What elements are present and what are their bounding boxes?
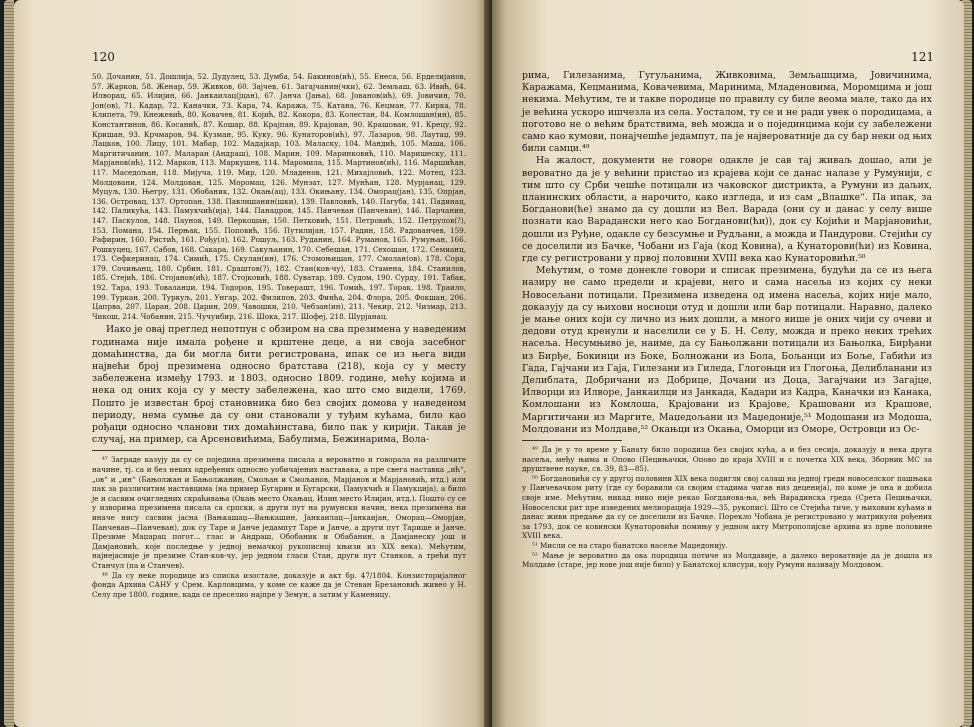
right-paragraph-2: На жалост, документи не говоре одакле је сав тај живаљ дошао, али је вероватно да је у већини пристао из крајева који се данас налазе у Румунији, с тим што су Срби чешће потицали из чаковског дистрикта, а Румуни из даљих, планинских области, а нарочито, како изгледа, и из сам „Влашке“. Па ипак, за Богданови(ће) знамо да су дошли из Вел. Варада (они су и данас у селу више познати као Варадански него као Богданови(ћи)), док су Којићи и Марјановићи, дошли из Руђне, одакле су безсумње и Рудљани, а можда и Пандурови. Стејићи су се доселили из Бачке, Чобани из Гаја (код Ковина), а Кунаторови(ћи) из Ковина, где су регистровани у првој половини XVIII века као Кунаторовићи.⁵⁰ xyxy=(522,155,932,265)
footnote-49: ⁴⁹ Да је у то време у Банату било породица без својих кућа, а и без сесија, доказују и нека друга насеља, међу њима и Опово (Пецињачки, Опово до краја XVIII и с почетка XIX века, Зборник МС за друштвене науке, св. 39, 83—85). xyxy=(522,445,932,474)
footnote-rule xyxy=(522,440,622,441)
right-page-body xyxy=(522,70,932,570)
right-page-number: 121 xyxy=(911,50,934,64)
right-page xyxy=(492,0,964,727)
left-page-number: 120 xyxy=(92,50,115,64)
left-page-edge xyxy=(4,0,14,727)
footnote-51: ⁵¹ Мисли се на старо банатско насеље Маџедонију. xyxy=(532,541,728,551)
footnote-47: ⁴⁷ Заграде казују да су се поједина презимена писала а вероватно и говорала на различите начине, тј. са и без неких одређених односно уобичајених наставака, а пре свега наставка „ић“, „ов“ и „ин“ (Бањолжан и Бањолжанин, Смољан и Смољанов, Марјанов и Марјановић, итд.) или пак за различитим наставцима (на пример Бугарин и Бугарски, Памукчић и Памукција), а било је и сасвим очигледних скраћивања (Окањ место Окањац, Илин место Илијин, итд.). Пошто су се у изворима презимена писала са српски, а други пут на румунски начин, нека презимена ни иначе нису сасвим јасна (Вањкашаџ—Вањкашин, Јанкаилац—Јанкаијан, Оморац—Оморјан, Панчеван—Панчеван), док су Таре и Јанче једампут Таре и Јанче, а други пут Тарише и Јанче. Презиме Маџарац погот... глас и Андраш, Обобаник и Обабанин, а Дамјанеску још и Дамјановић, које последње у једној немачкој рукописној књизи из XIX века). Мећутим, најнејасније је презиме Стан-ков-чу, јер једном гласи Стан, други пут Станков, а трећи пут Станчул (па и Станчев). xyxy=(92,455,466,570)
surname-list: 50. Дочанин, 51. Дошлија, 52. Дудулец, 53. Думба, 54. Бакинов(ић), 55. Енеса, 56. Ерделијанов, 57. Жарков, 58. Женар, 59. Живков, 60. Зајчев, 61. Загајчанин(чки), 62. Земљаш, 63. Ивић, 64. Илворац, 65. Илијин, 66. Јанкаилац(јцан), 67. Јанча (Јања), 68. Јованов(ић), 69. Јовичин, 70. Јон(ов), 71. Кадар, 72. Каначки, 73. Кара, 74. Каража, 75. Катана, 76. Кецман, 77. Кирка, 78. Клипета, 79. Кнежевић, 80. Ковачев, 81. Којић, 82. Кокора, 83. Колестан, 84. Комлошан(ин), 85. Константинов, 86. Косанић, 87. Кошар, 88. Крајпан, 89. Крајован, 90. Крашован, 91. Крецу, 92. Кришан, 93. Крчмаров, 94. Кузман, 95. Куку, 96. Кунаторов(ић), 97. Лазаров, 98. Лаутаџ, 99. Лацков, 100. Лицу, 101. Мабар, 102. Мадајкар, 103. Маласку, 104. Мандић, 105. Маша, 106. Маргитичанин, 107. Маларан (Андраш), 108. Марин, 109. Маринковић, 110. Маришеску, 111. Марјанов(ић), 112. Марков, 113. Маркушев, 114. Маромила, 115. Мартинов(ић), 116. Маршићан, 117. Маседољан, 118. Мијуча, 119. Мир, 120. Младенов, 121. Михајловић, 122. Мотец, 123. Молдовани, 124. Молдован, 125. Моромац, 126. Мунзат, 127. Мунћан, 128. Мурјанац, 129. Муцуљ, 130. Његру, 131. Обобаник, 132. Окањ(ац), 133. Окињану, 134. Оморац(јан), 135. Опрјан, 136. Островац, 137. Ортопан, 138. Павлишанин(шки), 139. Павловић, 140. Пагуба, 141. Падинац, 142. Паликућа, 143. Памукчић(ија), 144. Панаџров, 145. Панчеван (Панчеван), 146. Парчанин, 147. Паскулов, 148. Паунов, 149. Перкошан, 150. Петковић, 151. Петровић, 152. Петрулов(?), 153. Помана, 154. Перњак, 155. Поповић, 156. Путилијан, 157. Радин, 158. Радованчев, 159. Рафирин, 160. Ристић, 161. Рођу(л), 162. Рошуљ, 163. Руданин, 164. Руманов, 165. Румуњан, 166. Рошкуцец, 167. Сабов, 168. Сакара, 169. Сакуљанин, 170. Себешан, 171. Сехошан, 172. Семианц, 173. Сефкеринац, 174. Симић, 175. Скулан(ин), 176. Стомоњишан, 177. Смолан(ов), 178. Сора, 179. Сочињанц, 180. Србин, 181. Сраштов(?), 182. Стан(ков-чу), 183. Стамена, 184. Станилов, 185. Стејић, 186. Стојанов(ић), 187. Стојковић, 188. Суватар, 189. Судом, 190. Сурду, 191. Табак, 192. Тара, 193. Товаланџи, 194. Тодоров, 195. Товерашт, 196. Томић, 197. Торак, 198. Траило, 199. Туркан, 200. Туркуљ, 201. Унгар, 202. Филипов, 203. Финћа, 204. Флора, 205. Фокшан, 206. Цапрва, 207. Царан, 208. Царин, 209. Чавошки, 210. Чебзан(ин), 211. Чекир, 212. Чизмар, 213. Чикош, 214. Чобанин, 215. Чучуибир, 216. Шока, 217. Шофеј, 218. Шурјанац. xyxy=(92,72,466,321)
left-main-paragraph: Иако је овај преглед непотпун с обзиром на сва презимена у наведеним годинама није имала рођене и крштене деце, а ни своја засебног домаћинства, да би могла бити регистрована, ипак се из њега види највећи број презимена односно братстава (218), која су у месту забележена између 1793. и 1803. односно 1809. године, мећу којима и нека од оних која су у месту забележена, као што смо видели, 1769. Пошто је известан број становника био без својих домова у наведеном периоду, нема сумње да су они становали у туђим кућама, било као рођаци односно чланови тих домаћинстава, било пак у кирији. Такав је случај, на пример, са Арсеновићима, Бабулима, Бежинарима, Вола- xyxy=(92,324,466,446)
footnote-52: ⁵² Мање је вероватно да ова породица потиче из Молдавије, а далеко вероватније да је дошла из Молдаве (старе, јер нове још није било) у Банатској клисури, коју Румуни називају Молдовом. xyxy=(522,550,932,570)
footnote-48: ⁴⁸ Да су неке породице из списка изостале, доказује и акт бр. 47/1804. Конзисторијалног фонда Архива САНУ у Срем. Карловцима, у коме се каже да је Стеван Брезановић живео у Н. Селу пре 1800. године, када се преселио најпре у Земун, а затим у Каменицу. xyxy=(92,570,466,599)
left-page-body xyxy=(92,72,466,599)
footnote-rule xyxy=(92,450,192,451)
right-paragraph-1: рима, Гилезанима, Гугуљанима, Живковима, Земљашцима, Јовичинима, Каражама, Кецманима, Ковачевима, Маринима, Младеновима, Моромцима и још некима. Мећутим, те и такве породице по правилу су биле веома мале, тако да их је већина ускоро ишчезла из села. Уосталом, ту се и не ради увек о породицама, а поготово не о већим братствима, већ можда и о појединцима који су забележени само као кумови, понајчешће једампут, па је највероватније да су бар неки од њих били самци.⁴⁹ xyxy=(522,70,932,155)
footnote-50: ⁵⁰ Богдановићи су у другој половини XIX века подигли свој салаш на једној греди новоселског пашњака у Панчевачком риту (где су боравили са својим стадима чигав низ деценија), по коме је она и добила своје име. Мећутим, никад нико није рекао Богданова-ња, већ Варадинска греда (Срета Пецињачки, Новоселски рит пре изведених мелиорација 1929—35, рукопис). Што се Стејића тиче, у њиховим кућама и данас живи предање да су се доселили из Бачке. Порекло Чобана је регистровано у матрикули рођених за 1793, док се ковински Кунаторовићи помињу у једном акту Митрополијске архива из прве половине XVIII века. xyxy=(522,473,932,541)
left-page xyxy=(14,0,490,727)
right-paragraph-3: Мећутим, о томе донекле говори и списак презимена, будући да се из њега назиру не само предели и крајеви, него и сама насеља из којих су неки Новосељани потицали. Презимена изведена од имена насеља, којих није мало, доказују да су њихови носиоци отуд и дошли или бар потицали. Наравно, далеко је мање оних који су лично из њих дошли, а много више је оних чији су очеви и дедови отуд кренули и населили се у Б. Н. Селу, можда и преко неких трећих насеља. Несумњиво је, наиме, да су Бањолжани потицали из Бањолка, Бирђани из Бирђе, Бокинци из Боке, Болножани из Бола, Бољанци из Боље, Габићи из Гада, Гајчани из Гаја, Гилезани из Гиледа, Глогоњци из Глогоња, Делибланани из Делиблата, Добричани из Добрице, Дочани из Доца, Загајчани из Загајце, Илворци из Илворе, Јанкаилци из Јанкада, Кадари из Кадра, Каначки из Канака, Комлошани из Комлоша, Крајовани из Крајове, Крашовани из Крашове, Маргитичани из Маргите, Маџедољани из Маџедоније,⁵¹ Модошани из Модоша, Молдовани из Молдаве,⁵² Окањци из Окања, Оморци из Оморе, Островци из Ос- xyxy=(522,265,932,435)
